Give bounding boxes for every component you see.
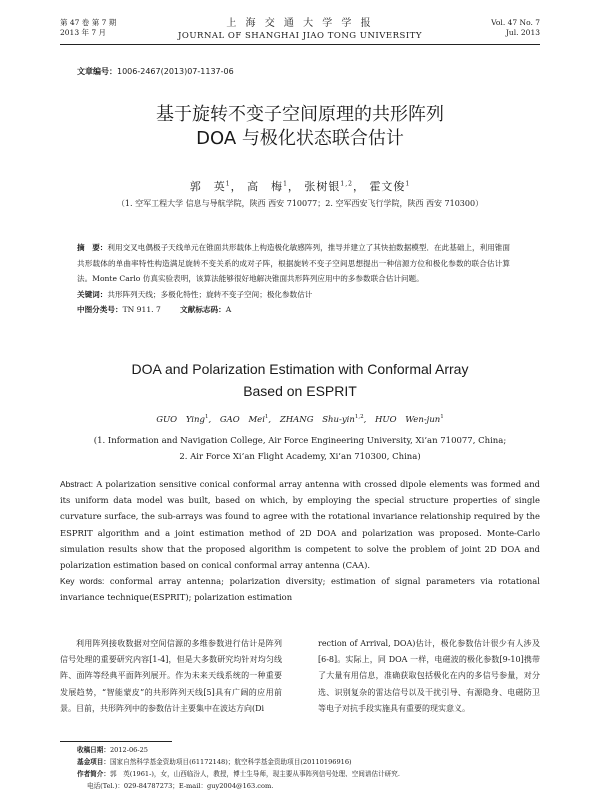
en-author-name: ZHANG Shu-yin [279,414,355,425]
header-volume-en: Vol. 47 No. 7 [491,18,540,27]
cn-author-sup: 1,2 [340,180,353,188]
cn-classification [77,302,510,318]
cn-author [369,180,410,193]
header-journal-name [60,18,540,42]
en-author-name: GAO Mei [219,414,265,425]
cn-title-line-2: DOA 与极化状态联合估计 [196,128,404,149]
en-author-sup: 1,2 [354,414,364,420]
cn-abstract-text: 利用交叉电偶极子天线单元在锥面共形载体上构造极化敏感阵列，推导并建立了其快拍数据模型．在此基础上，利用锥面共形载体的单曲率特性构造满足旋转不变关系的成对子阵，根据旋转不变子空间思想提出一种信源方位和极化参数的联合估计算法。Monte Carlo 仿真实验表明，该算法能够很好地解决锥面共形阵列应用中的多参数联合估计问题。 [77,243,510,284]
header-date-cn: 2013 年 7 月 [60,28,107,37]
footnote-rule [60,741,172,742]
cn-authors: 郭 英$^1$， 高 梅$^1$， 张树银$^{1,2}$， 霍文俊$^1$ [189,180,411,193]
en-author-sup: 1 [440,414,444,420]
clc-label: 中图分类号： [77,305,123,315]
en-affiliation-line-1: (1. Information and Navigation College, Air Force Engineering University, Xi’an 710077, China; [93,436,507,446]
en-title [0,358,600,402]
running-header [60,18,540,44]
cn-author [304,180,353,193]
body-column-left: 利用阵列接收数据对空间信源的多维参数进行估计是阵列信号处理的重要研究内容[1-4]，但是大多数研究均针对均匀线阵、面阵等经典平面阵列展开。作为未来天线系统的一种重要发展趋势，“智能蒙皮”的共形阵列天线[5]具有广阔的应用前景。目前，共形阵列中的参数估计主要集中在波达方向(Di [60,639,282,713]
journal-name-cn: 上 海 交 通 大 学 学 报 [226,18,374,29]
received-date: 2012-06-25 [109,746,148,754]
footnote-fund [77,756,540,768]
en-title-line-1: DOA and Polarization Estimation with Conformal Array [131,361,469,377]
received-label: 收稿日期： [77,746,110,754]
cn-abstract-block [77,240,510,318]
journal-name-en: JOURNAL OF SHANGHAI JIAO TONG UNIVERSITY [178,31,422,41]
cn-author-name: 张树银 [304,180,341,193]
author-bio-text: 郭 英(1961-)，女，山西临汾人，教授，博士生导师，现主要从事阵列信号处理、空间谱估计研究. [109,770,400,778]
fund-label: 基金项目： [77,758,110,766]
en-keywords [60,573,540,605]
en-abstract-text: A polarization sensitive conical conformal array antenna with crossed dipole elements was formed and its uniform data model was built, based on which, by employing the special structure properties of single curvature surface, the sub-arrays was found to agree with the rotational invariance relationship required by the ESPRIT algorithm and a joint estimation method of 2D DOA and polarization was proposed. Monte-Carlo simulation results show that the proposed algorithm is competent to solve the problem of joint 2D DOA and polarization estimation based on conical conformal array antenna (CAA). [60,479,540,571]
en-author-name: HUO Wen-jun [375,414,441,425]
en-author-sup: 1 [264,414,269,420]
cn-abstract [77,240,510,287]
cn-affiliation: （1. 空军工程大学 信息与导航学院，陕西 西安 710077；2. 空军西安飞行学院，陕西 西安 710300） [116,199,484,208]
cn-author-sup: 1 [283,180,288,188]
cn-author-name: 高 梅 [247,180,284,193]
cn-keywords-label: 关键词： [77,289,108,299]
cn-author-name: 霍文俊 [369,180,406,193]
cn-author-sup: 1 [405,180,411,188]
cn-keywords [77,287,510,303]
article-number-value: 1006-2467(2013)07-1137-06 [117,67,234,76]
en-author-name: GUO Ying [156,414,205,425]
en-keywords-label: Key words: [60,576,105,587]
en-abstract-label: Abstract: [60,479,94,489]
en-affiliation-line-2: 2. Air Force Xi’an Flight Academy, Xi’an 710300, China) [179,452,421,462]
fund-text: 国家自然科学基金资助项目(61172148)；航空科学基金资助项目(20110196916) [109,758,352,766]
footnote-received [77,744,540,756]
article-number [77,66,234,77]
cn-abstract-label: 摘 要： [77,243,108,252]
author-bio-label: 作者简介： [77,770,110,778]
cn-author-sup: 1 [225,180,231,188]
en-author [280,415,364,425]
article-number-label: 文章编号： [77,67,117,76]
cn-author [247,180,288,193]
header-volume-cn: 第 47 卷 第 7 期 [60,18,117,27]
body-column-right: rection of Arrival, DOA)估计，极化参数估计很少有人涉及[6-8]。实际上，同 DOA 一样，电磁波的极化参数[9-10]携带了大量有用信息，准确获取包括极化在内的多信号参量，对分选、识别复杂的雷达信号以及干扰引导、有源隐身、电磁防卫等电子对抗手段实施具有重要的现实意义。 [318,639,540,713]
en-affiliation [70,433,530,465]
footnote [77,744,540,792]
footnote-author [77,768,540,780]
en-author [375,415,444,425]
en-authors: GUO Ying$^1$, GAO Mei$^1$, ZHANG Shu-yin$^{1,2}$, HUO Wen-jun$^1$ [156,414,444,425]
header-date-en: Jul. 2013 [505,28,540,37]
footnote-contact: 电话(Tel.)：029-84787273；E-mail：guy2004@163.com. [87,782,274,790]
header-issue-en [491,18,540,38]
en-title-line-2: Based on ESPRIT [243,383,357,399]
cn-author [190,180,231,193]
en-author-sup: 1 [204,414,209,420]
cn-author-name: 郭 英 [189,180,226,193]
en-abstract-block [60,476,540,606]
doc-code-value: A [225,305,232,315]
doc-code-label: 文献标志码： [180,305,226,315]
en-keywords-text: conformal array antenna; polarization diversity; estimation of signal parameters via rotational invariance technique(ESPRIT); polarization estimation [60,576,540,603]
cn-title-line-1: 基于旋转不变子空间原理的共形阵列 [156,104,444,125]
en-author [156,415,208,425]
header-rule [60,44,540,45]
en-author [220,415,269,425]
clc-value: TN 911. 7 [122,305,161,315]
en-abstract [60,476,540,573]
cn-keywords-text: 共形阵列天线；多极化特性；旋转不变子空间；极化参数估计 [107,289,313,299]
cn-title [0,103,600,151]
